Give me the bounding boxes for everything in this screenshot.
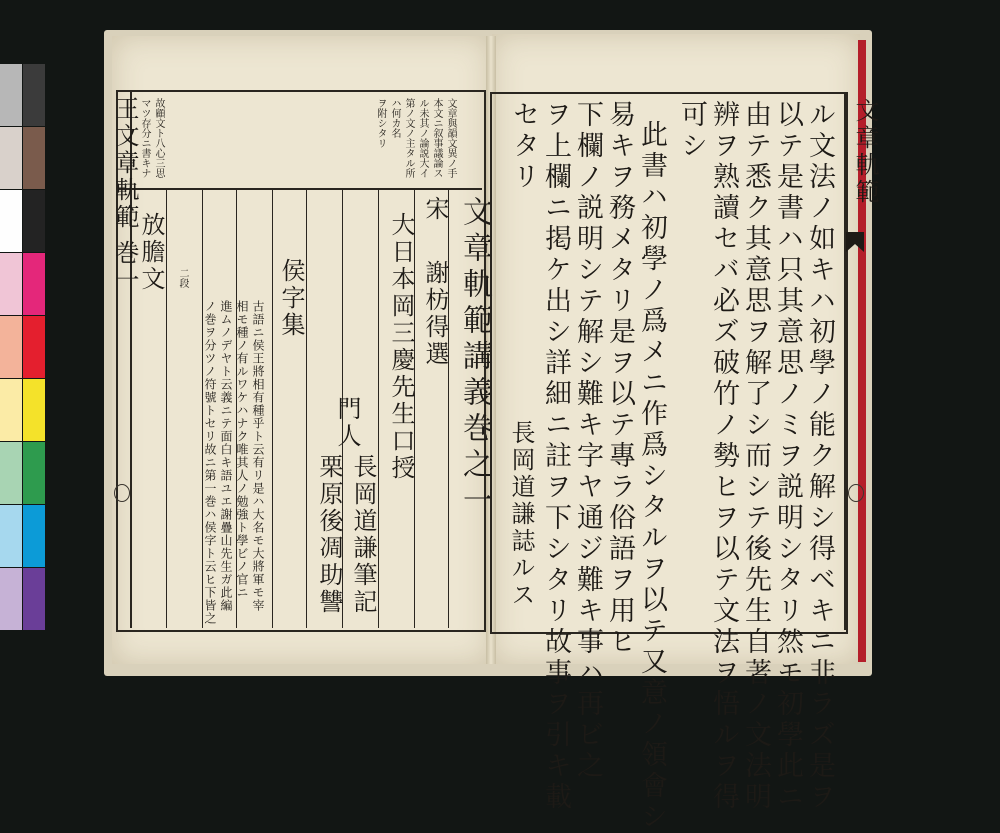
color-swatch [0, 568, 22, 630]
author-signature: 長岡道謙誌ルス [507, 420, 535, 609]
upper-note-col: 文章與韻文異ノ手 [445, 98, 456, 178]
color-swatch [0, 64, 22, 126]
margin-book-title-right: 文章軌範 [851, 98, 879, 206]
page-circle-mark [114, 484, 130, 502]
compiler-name: 謝枋得選 [421, 260, 449, 368]
color-swatch [0, 253, 22, 315]
color-swatch [0, 316, 22, 378]
body-column: セタリ [508, 100, 539, 193]
color-swatch [23, 64, 45, 126]
body-column: ル文法ノ如キハ初學ノ能ク解シ得ベキニ非ラズ是ヲ [804, 100, 835, 813]
margin-book-title: 王文章軌範 [111, 96, 139, 231]
color-swatch [0, 505, 22, 567]
color-swatch [0, 190, 22, 252]
body-column: 以テ是書ハ只其意思ノミヲ説明シタリ然モ初學此ニ [772, 100, 803, 813]
commentary-col: ノ巻ヲ分ツノ符號トセリ故ニ第一巻ハ侯字ト云ヒ下皆之 [203, 300, 217, 625]
section-heading-fang: 放膽文 [137, 212, 165, 293]
color-swatch [23, 568, 45, 630]
color-swatch [23, 442, 45, 504]
upper-note-left: 故顧文ト八心三思 [153, 98, 164, 178]
section-heading-houzi: 侯字集 [277, 258, 305, 339]
upper-note-col: 本文ニ叙事議論ス [431, 98, 442, 178]
book-title-heading: 文章軌範講義巻之一 [457, 196, 492, 520]
margin-volume-label: 巻一 [111, 240, 139, 294]
commentary-col: 古語ニ侯王將相有種乎ト云有リ是ハ大名モ大將軍モ宰 [251, 300, 265, 612]
reviser-credit: 栗原後凋助讐 [315, 454, 343, 616]
body-column: 下欄ノ説明シテ解シ難キ字ヤ通ジ難キ事ハ再ビ之 [572, 100, 603, 782]
upper-note-col: ヲ附シタリ [375, 98, 386, 148]
body-column: 辨ヲ熟讀セバ必ズ破竹ノ勢ヒヲ以テ文法ヲ悟ルヲ得 [708, 100, 739, 813]
commentary-col: 進ムノデヤト云義ニテ面白キ語ユエ謝疊山先生ガ此編 [219, 300, 233, 612]
column-rule [272, 190, 273, 628]
upper-note-col: ハ何カ名 [389, 98, 400, 138]
body-column: 此書ハ初學ノ爲メニ作爲シタルヲ以テ又意ノ領會シ [636, 120, 667, 833]
color-swatch [23, 127, 45, 189]
page-circle-mark [848, 484, 864, 502]
upper-note-col: ル未其ノ論説大イ [417, 98, 428, 178]
color-swatch [0, 442, 22, 504]
color-swatch [0, 127, 22, 189]
body-column: 可シ [676, 100, 707, 162]
body-column: 由テ悉ク其意思ヲ解了シ而シテ後先生自著ノ文法明 [740, 100, 771, 813]
color-swatch [23, 316, 45, 378]
right-margin-rule [844, 92, 846, 630]
left-header-rule [116, 188, 482, 190]
small-note-left: 二段 [177, 268, 188, 288]
color-swatch [23, 253, 45, 315]
upper-note-col: 第ノ文ノ主タル所 [403, 98, 414, 178]
color-swatch [23, 379, 45, 441]
upper-note-left: マツ存分ニ書キナ [139, 98, 150, 178]
color-swatch [23, 505, 45, 567]
body-column: ヲ上欄ニ掲ケ出シ詳細ニ註ヲ下シタリ故事ヲ引キ載 [540, 100, 571, 813]
body-column: 易キヲ務メタリ是ヲ以テ專ラ俗語ヲ用ヒ [604, 100, 635, 658]
commentary-col: 相モ種ノ有ルワケハナク唯其人ノ勉強ト學ビノ官ニ [235, 300, 249, 599]
lecturer-credit: 大日本岡三慶先生口授 [387, 212, 415, 482]
recorder-credit: 長岡道謙筆記 [349, 454, 377, 616]
disciple-label: 門人 [333, 396, 361, 450]
dynasty-label: 宋 [421, 196, 449, 223]
color-swatch [23, 190, 45, 252]
color-swatch [0, 379, 22, 441]
column-rule [448, 190, 449, 628]
column-rule [306, 190, 307, 628]
